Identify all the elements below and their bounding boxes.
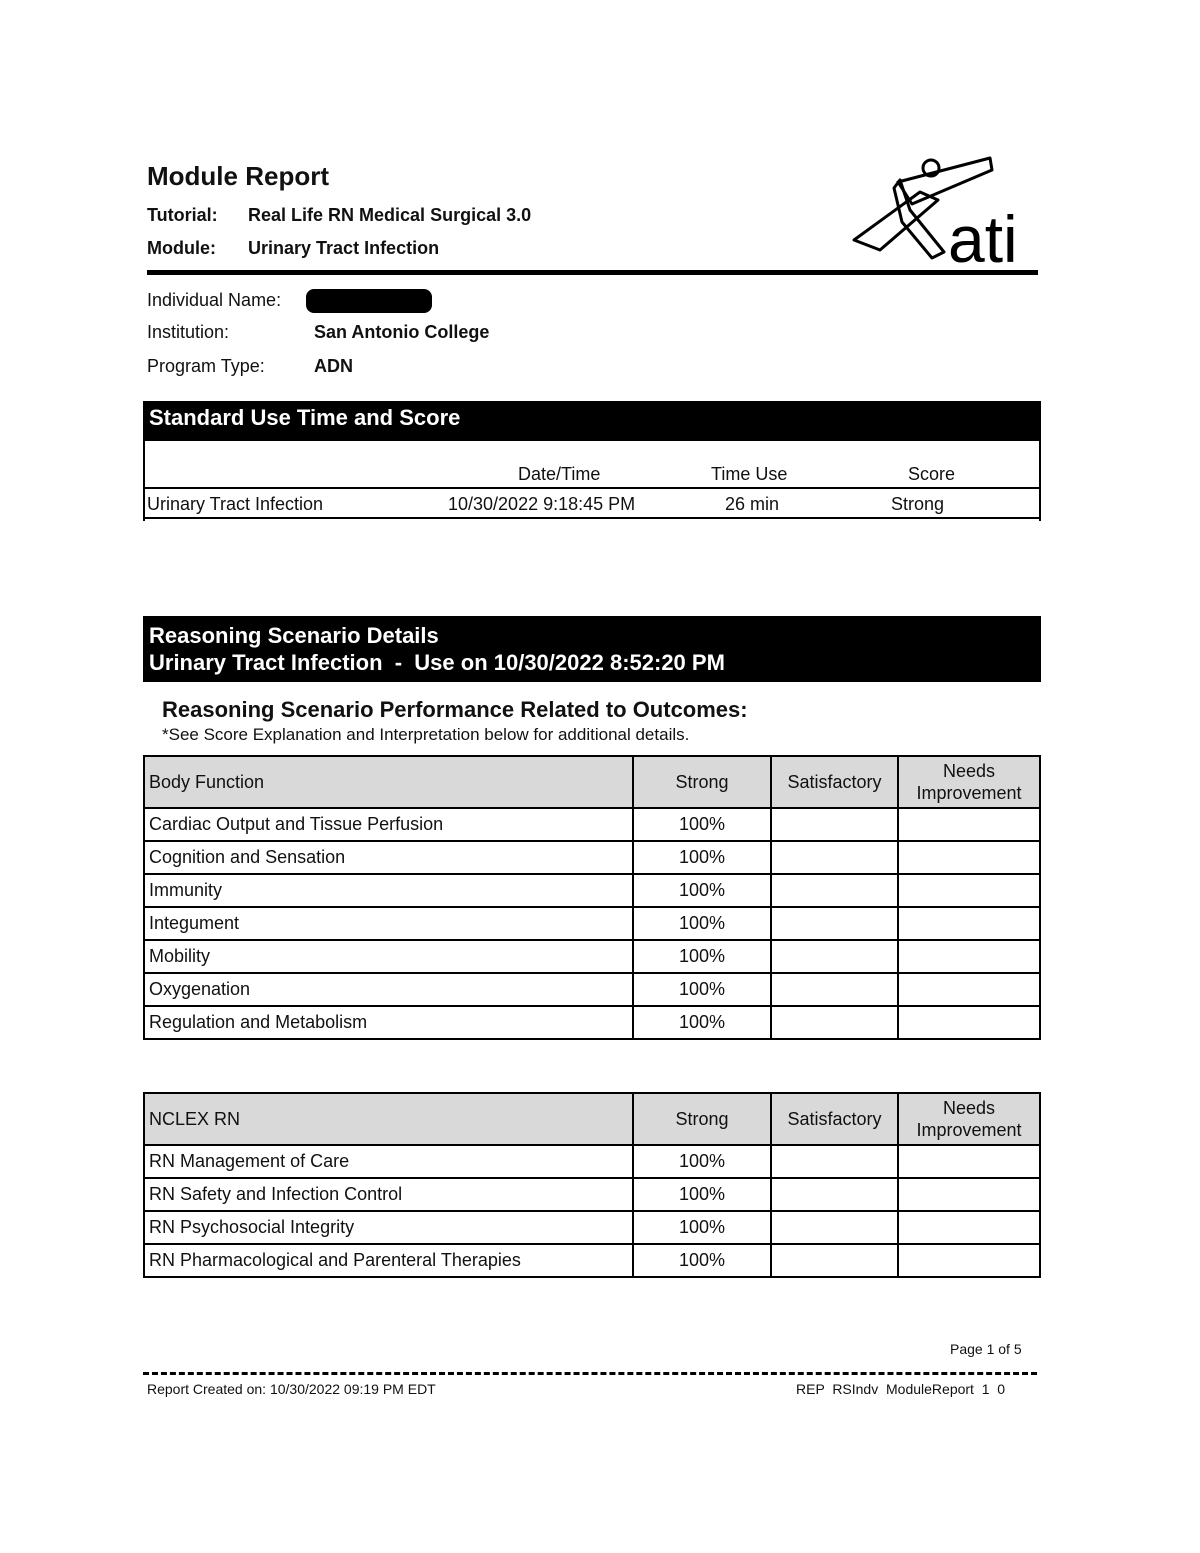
report-id: REP RSIndv ModuleReport 1 0 — [796, 1381, 1006, 1397]
table-row — [144, 1211, 1040, 1244]
satisfactory-value — [771, 907, 898, 940]
body-function-header: Body Function — [144, 756, 633, 808]
satisfactory-value — [771, 973, 898, 1006]
tutorial-value: Real Life RN Medical Surgical 3.0 — [248, 205, 532, 225]
needs-value — [898, 973, 1040, 1006]
table-row — [144, 973, 1040, 1006]
outcome-name: Immunity — [144, 874, 633, 907]
needs-value — [898, 808, 1040, 841]
satisfactory-header: Satisfactory — [771, 1093, 898, 1145]
satisfactory-value — [771, 841, 898, 874]
table-row — [144, 1006, 1040, 1039]
program-row — [147, 356, 353, 377]
col-score: Score — [908, 464, 956, 484]
standard-divider — [143, 487, 1041, 489]
strong-value: 100% — [633, 1244, 771, 1277]
institution-value: San Antonio College — [314, 322, 490, 342]
table-row — [144, 808, 1040, 841]
outcome-name: Mobility — [144, 940, 633, 973]
needs-improvement-header — [898, 1093, 1040, 1145]
needs-header-line2: Improvement — [916, 783, 1022, 803]
table-row — [144, 940, 1040, 973]
col-datetime: Date/Time — [518, 464, 601, 484]
scenario-heading-line1: Reasoning Scenario Details — [149, 623, 439, 648]
needs-header-line1: Needs — [942, 761, 996, 781]
header-rule — [147, 270, 1038, 275]
logo-text: ati — [948, 202, 1018, 268]
needs-value — [898, 1244, 1040, 1277]
strong-value: 100% — [633, 973, 771, 1006]
satisfactory-value — [771, 874, 898, 907]
ati-logo — [850, 152, 1040, 268]
col-time-use: Time Use — [711, 464, 788, 484]
strong-value: 100% — [633, 1211, 771, 1244]
report-title: Module Report — [147, 161, 329, 191]
name-label: Individual Name: — [147, 289, 282, 310]
performance-title: Reasoning Scenario Performance Related to Outcomes: — [162, 697, 748, 722]
module-row — [147, 238, 439, 259]
report-created: Report Created on: 10/30/2022 09:19 PM EDT — [147, 1381, 436, 1397]
needs-value — [898, 874, 1040, 907]
footer-divider — [143, 1372, 1037, 1375]
outcome-name: RN Pharmacological and Parenteral Therapies — [144, 1244, 633, 1277]
satisfactory-value — [771, 1244, 898, 1277]
needs-header-line2: Improvement — [916, 1120, 1022, 1140]
strong-value: 100% — [633, 1145, 771, 1178]
needs-value — [898, 1178, 1040, 1211]
needs-value — [898, 1211, 1040, 1244]
outcome-name: Regulation and Metabolism — [144, 1006, 633, 1039]
satisfactory-value — [771, 1211, 898, 1244]
needs-value — [898, 1006, 1040, 1039]
outcome-name: RN Psychosocial Integrity — [144, 1211, 633, 1244]
satisfactory-value — [771, 1145, 898, 1178]
strong-value: 100% — [633, 907, 771, 940]
program-label: Program Type: — [147, 356, 265, 376]
strong-value: 100% — [633, 841, 771, 874]
strong-value: 100% — [633, 808, 771, 841]
needs-value — [898, 940, 1040, 973]
module-value: Urinary Tract Infection — [248, 238, 440, 258]
standard-heading: Standard Use Time and Score — [143, 401, 1041, 441]
strong-value: 100% — [633, 1178, 771, 1211]
needs-value — [898, 841, 1040, 874]
table-row — [144, 1178, 1040, 1211]
needs-value — [898, 1145, 1040, 1178]
nclex-table — [143, 1092, 1041, 1278]
table-header-row — [144, 1093, 1040, 1145]
standard-row-score: Strong — [891, 494, 945, 514]
nclex-header: NCLEX RN — [144, 1093, 633, 1145]
scenario-heading-line2: Urinary Tract Infection - Use on 10/30/2022 8:52:20 PM — [149, 650, 725, 675]
standard-row-datetime: 10/30/2022 9:18:45 PM — [448, 494, 636, 514]
institution-label: Institution: — [147, 322, 230, 342]
table-row — [144, 907, 1040, 940]
page-number: Page 1 of 5 — [950, 1341, 1022, 1357]
table-row — [144, 841, 1040, 874]
redacted-name — [306, 289, 432, 313]
table-row — [144, 1145, 1040, 1178]
satisfactory-value — [771, 1178, 898, 1211]
strong-value: 100% — [633, 874, 771, 907]
needs-improvement-header — [898, 756, 1040, 808]
satisfactory-value — [771, 940, 898, 973]
outcome-name: RN Management of Care — [144, 1145, 633, 1178]
body-function-table — [143, 755, 1041, 1040]
outcome-name: Integument — [144, 907, 633, 940]
standard-row-name: Urinary Tract Infection — [147, 494, 324, 514]
performance-note: *See Score Explanation and Interpretation below for additional details. — [162, 725, 690, 744]
module-label: Module: — [147, 238, 216, 258]
strong-value: 100% — [633, 1006, 771, 1039]
table-header-row — [144, 756, 1040, 808]
strong-header: Strong — [633, 756, 771, 808]
needs-header-line1: Needs — [942, 1098, 996, 1118]
tutorial-row — [147, 205, 531, 226]
scenario-heading — [143, 616, 1041, 682]
program-value: ADN — [314, 356, 354, 376]
tutorial-label: Tutorial: — [147, 205, 218, 225]
satisfactory-value — [771, 808, 898, 841]
table-row — [144, 874, 1040, 907]
standard-bottom-rule — [143, 517, 1041, 519]
outcome-name: Cardiac Output and Tissue Perfusion — [144, 808, 633, 841]
needs-value — [898, 907, 1040, 940]
strong-value: 100% — [633, 940, 771, 973]
institution-row — [147, 322, 489, 343]
outcome-name: Cognition and Sensation — [144, 841, 633, 874]
satisfactory-value — [771, 1006, 898, 1039]
outcome-name: Oxygenation — [144, 973, 633, 1006]
name-row — [147, 289, 432, 313]
standard-row-time-use: 26 min — [725, 494, 780, 514]
outcome-name: RN Safety and Infection Control — [144, 1178, 633, 1211]
satisfactory-header: Satisfactory — [771, 756, 898, 808]
strong-header: Strong — [633, 1093, 771, 1145]
table-row — [144, 1244, 1040, 1277]
